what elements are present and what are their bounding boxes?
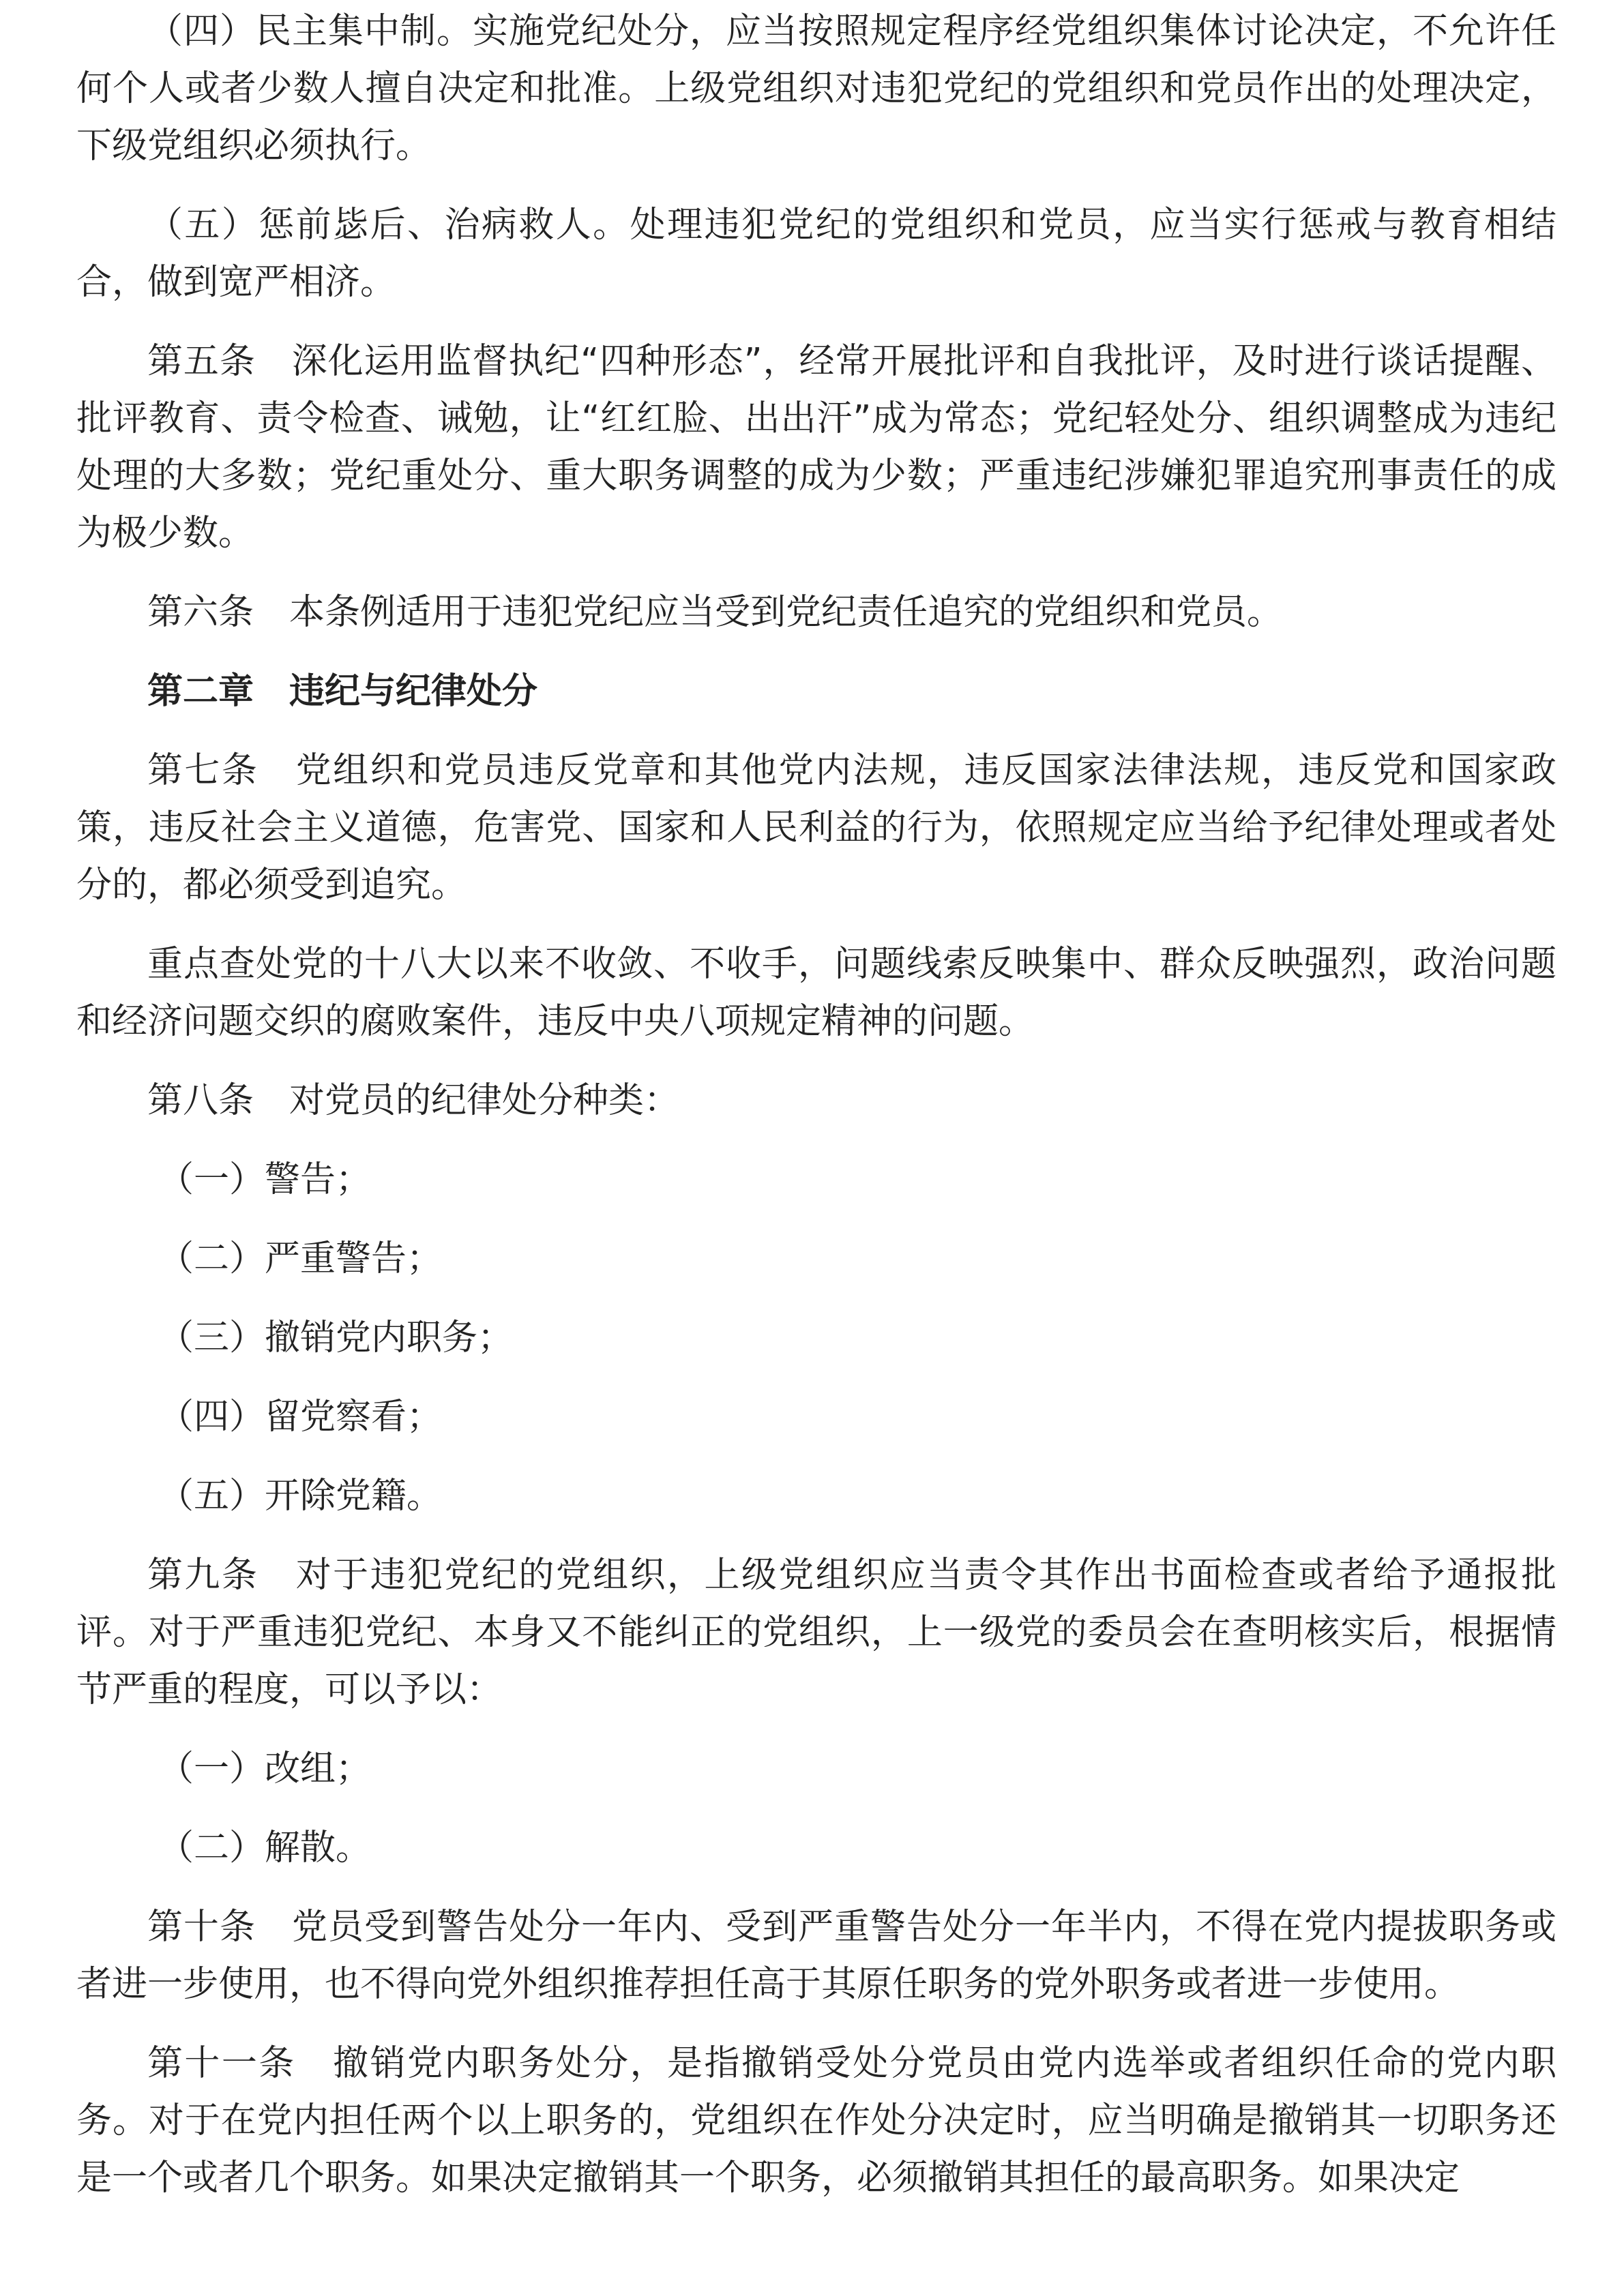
article-text: 对于违犯党纪的党组织，上级党组织应当责令其作出书面检查或者给予通报批评。对于严重违犯党纪、本身又不能纠正的党组织，上一级党的委员会在查明核实后，根据情节严重的程度，可以予以： [76,1555,1556,1710]
article-11 [76,2035,1556,2207]
list-item: （四）留党察看； [158,1397,443,1437]
article-text: 本条例适用于违犯党纪应当受到党纪责任追究的党组织和党员。 [289,592,1283,633]
article-text: 对党员的纪律处分种类： [289,1080,680,1121]
paragraph-key-investigation [76,936,1556,1050]
list-item: （一）警告； [158,1159,372,1200]
article-number: 第五条 [147,341,256,382]
article-number: 第十一条 [147,2043,296,2084]
article-text: 深化运用监督执纪“四种形态”，经常开展批评和自我批评，及时进行谈话提醒、批评教育、责令检查、诫勉，让“红红脸、出出汗”成为常态；党纪轻处分、组织调整成为违纪处理的大多数；党纪重处分、重大职务调整的成为少数；严重违纪涉嫌犯罪追究刑事责任的成为极少数。 [76,341,1556,554]
chapter-heading [76,663,1556,720]
article-text: 党组织和党员违反党章和其他党内法规，违反国家法律法规，违反党和国家政策，违反社会主义道德，危害党、国家和人民利益的行为，依照规定应当给予纪律处理或者处分的，都必须受到追究。 [76,750,1556,906]
list-item: （一）改组； [158,1748,372,1789]
article-number: 第九条 [147,1555,259,1596]
list-item: （五）开除党籍。 [158,1476,443,1517]
paragraph-text: 重点查处党的十八大以来不收敛、不收手，问题线索反映集中、群众反映强烈，政治问题和经济问题交织的腐败案件，违反中央八项规定精神的问题。 [76,944,1556,1042]
article-number: 第八条 [147,1080,254,1121]
paragraph-democratic-centralism [76,3,1556,175]
article-9 [76,1547,1556,1718]
article-10 [76,1898,1556,2013]
chapter-title: 违纪与纪律处分 [289,671,538,712]
article-number: 第十条 [147,1907,256,1948]
article-7 [76,742,1556,914]
paragraph-punish-cure [76,196,1556,311]
chapter-number: 第二章 [147,671,254,712]
list-item: （二）解散。 [158,1828,372,1868]
paragraph-text: （四）民主集中制。实施党纪处分，应当按照规定程序经党组织集体讨论决定，不允许任何个人或者少数人擅自决定和批准。上级党组织对违犯党纪的党组织和党员作出的处理决定，下级党组织必须执行。 [76,11,1556,166]
list-item: （二）严重警告； [158,1238,443,1279]
article-number: 第六条 [147,592,254,633]
article-8 [76,1072,1556,1129]
article-text: 党员受到警告处分一年内、受到严重警告处分一年半内，不得在党内提拔职务或者进一步使用，也不得向党外组织推荐担任高于其原任职务的党外职务或者进一步使用。 [76,1907,1556,2005]
paragraph-text: （五）惩前毖后、治病救人。处理违犯党纪的党组织和党员，应当实行惩戒与教育相结合，做到宽严相济。 [76,205,1556,303]
article-6 [76,584,1556,641]
list-item: （三）撤销党内职务； [158,1317,514,1358]
article-number: 第七条 [147,750,259,791]
document-page [76,0,1556,2207]
article-5 [76,333,1556,562]
article-text: 撤销党内职务处分，是指撤销受处分党员由党内选举或者组织任命的党内职务。对于在党内担任两个以上职务的，党组织在作处分决定时，应当明确是撤销其一切职务还是一个或者几个职务。如果决定撤销其一个职务，必须撤销其担任的最高职务。如果决定 [76,2043,1556,2198]
